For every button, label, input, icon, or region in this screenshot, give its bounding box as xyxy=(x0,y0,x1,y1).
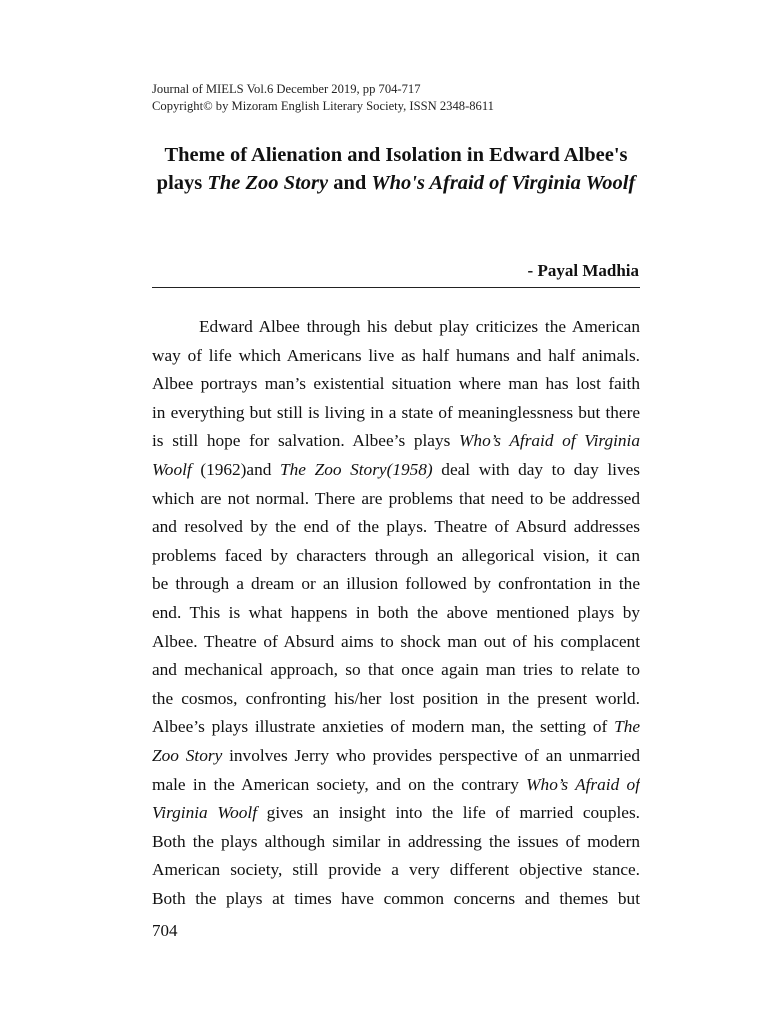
journal-copyright: Copyright© by Mizoram English Literary Society, ISSN 2348-8611 xyxy=(152,99,494,113)
italic-title-ref: Who’s Afraid of Virginia xyxy=(459,431,640,451)
body-text-segment: American society, still provide a very different objective stance. xyxy=(152,860,640,880)
italic-title-ref: Who’s Afraid of xyxy=(526,774,640,794)
body-line xyxy=(152,771,640,800)
body-text-segment: involves Jerry who provides perspective of an unmarried xyxy=(222,745,640,765)
body-line xyxy=(152,656,640,685)
body-text-segment: and mechanical approach, so that once again man tries to relate to xyxy=(152,660,640,680)
italic-title-ref: Virginia Woolf xyxy=(152,803,258,823)
body-line xyxy=(152,628,640,657)
body-text-segment: the cosmos, confronting his/her lost position in the present world. xyxy=(152,688,640,708)
body-text-segment: way of life which Americans live as half humans and half animals. xyxy=(152,345,640,365)
body-line xyxy=(152,542,640,571)
body-line xyxy=(152,828,640,857)
body-text-segment: and resolved by the end of the plays. Theatre of Absurd addresses xyxy=(152,517,640,537)
body-text-segment: Albee portrays man’s existential situation where man has lost faith xyxy=(152,374,640,394)
body-line xyxy=(152,599,640,628)
body-text-segment: (1962)and xyxy=(191,459,281,479)
title-divider xyxy=(152,287,640,288)
journal-header xyxy=(152,81,494,115)
body-text-segment: gives an insight into the life of married couples. xyxy=(257,803,640,823)
author-name: - Payal Madhia xyxy=(527,261,639,280)
body-line xyxy=(152,742,640,771)
body-text-segment: is still hope for salvation. Albee’s plays xyxy=(152,431,460,451)
title-text-1: Theme of Alienation and Isolation in Edward Albee's plays xyxy=(156,144,628,194)
article-title xyxy=(140,141,652,197)
italic-title-ref: Woolf xyxy=(152,459,192,479)
body-paragraph xyxy=(152,313,640,913)
body-text-segment: which are not normal. There are problems that need to be addressed xyxy=(152,488,640,508)
body-text-segment: Edward Albee through his debut play criticizes the American xyxy=(199,317,640,336)
body-line xyxy=(152,313,640,342)
body-line xyxy=(152,399,640,428)
italic-title-ref: Zoo Story xyxy=(152,745,223,765)
body-line xyxy=(152,570,640,599)
body-line xyxy=(152,370,640,399)
body-line xyxy=(152,513,640,542)
body-line xyxy=(152,485,640,514)
body-text-segment: Albee’s plays illustrate anxieties of modern man, the setting of xyxy=(152,717,615,737)
body-text-segment: Both the plays although similar in addressing the issues of modern xyxy=(152,831,640,851)
body-line xyxy=(152,856,640,885)
body-line xyxy=(152,713,640,742)
page-number: 704 xyxy=(152,921,178,940)
body-line xyxy=(152,885,640,914)
body-text-segment: problems faced by characters through an allegorical vision, it can xyxy=(152,545,640,565)
body-line xyxy=(152,456,640,485)
italic-title-ref: The Zoo Story(1958) xyxy=(280,459,433,479)
body-text-segment: end. This is what happens in both the above mentioned plays by xyxy=(152,602,640,622)
journal-citation: Journal of MIELS Vol.6 December 2019, pp 704-717 xyxy=(152,82,421,96)
title-italic-virginia-woolf: Who's Afraid of Virginia Woolf xyxy=(371,172,636,194)
body-line xyxy=(152,799,640,828)
body-line xyxy=(152,342,640,371)
body-text-segment: male in the American society, and on the contrary xyxy=(152,774,527,794)
body-line xyxy=(152,427,640,456)
body-text-segment: be through a dream or an illusion followed by confrontation in the xyxy=(152,574,640,594)
body-text-segment: Albee. Theatre of Absurd aims to shock man out of his complacent xyxy=(152,631,640,651)
body-line xyxy=(152,685,640,714)
body-text-segment: in everything but still is living in a state of meaninglessness but there xyxy=(152,402,640,422)
body-text-segment: deal with day to day lives xyxy=(432,459,640,479)
title-italic-zoo-story: The Zoo Story xyxy=(207,172,329,194)
body-text-segment: Both the plays at times have common concerns and themes but xyxy=(152,888,640,908)
title-text-2: and xyxy=(328,172,372,194)
italic-title-ref: The xyxy=(614,717,640,737)
